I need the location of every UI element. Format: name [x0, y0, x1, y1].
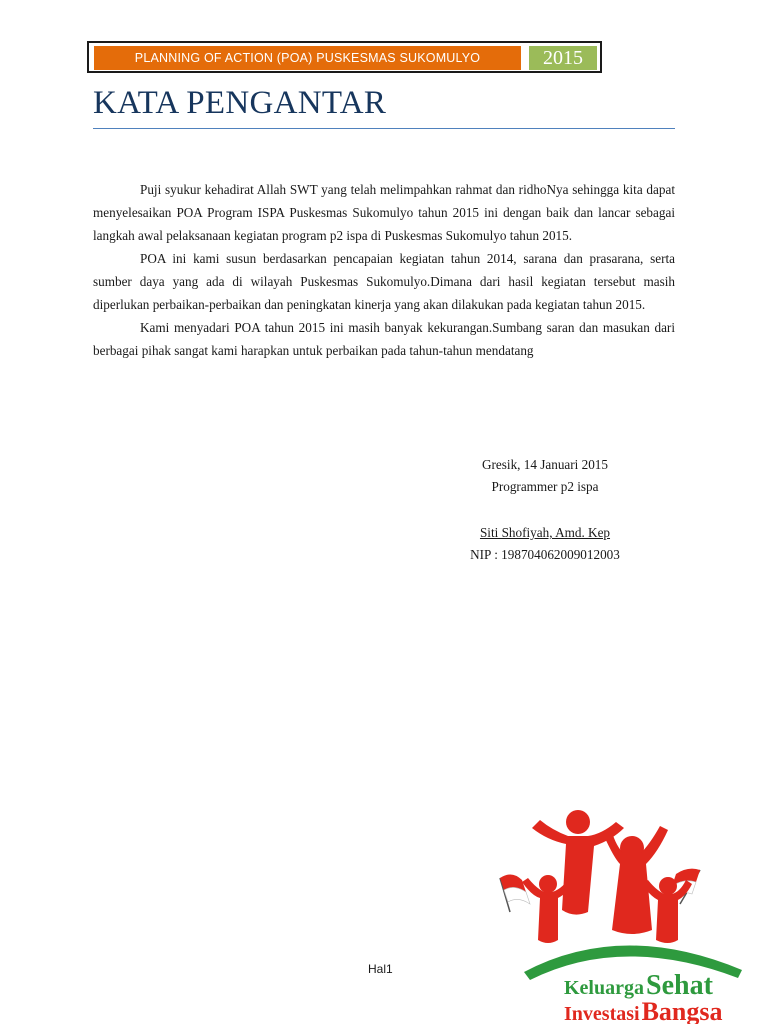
signature-place-date: Gresik, 14 Januari 2015 — [482, 457, 608, 472]
logo-word-sehat: Sehat — [646, 970, 713, 1001]
title-underline — [93, 128, 675, 129]
signature-nip: NIP : 198704062009012003 — [470, 547, 620, 562]
keluarga-sehat-logo — [492, 800, 768, 1024]
paragraph-2: POA ini kami susun berdasarkan pencapaian kegiatan tahun 2014, sarana dan prasarana, serta sumber daya yang ada di wilayah Puskesmas Sukomulyo.Dimana dari hasil kegiatan tersebut masih diperlukan perbaikan-perbaikan dan peningkatan kinerja yang akan dilakukan pada kegiatan tahun 2015. — [93, 251, 675, 312]
document-header — [87, 41, 602, 73]
family-figures-icon — [522, 810, 692, 943]
page-number: Hal1 — [368, 962, 393, 976]
signature-role: Programmer p2 ispa — [491, 479, 599, 494]
header-year: 2015 — [529, 46, 597, 70]
signature-block — [415, 454, 675, 566]
paragraph-1: Puji syukur kehadirat Allah SWT yang telah melimpahkan rahmat dan ridhoNya sehingga kita dapat menyelesaikan POA Program ISPA Puskesmas Sukomulyo tahun 2015 ini dengan baik dan lancar sebagai langkah awal pelaksanaan kegiatan program p2 ispa di Puskesmas Sukomulyo tahun 2015. — [93, 182, 675, 243]
logo-word-bangsa: Bangsa — [641, 997, 723, 1024]
paragraph-3: Kami menyadari POA tahun 2015 ini masih banyak kekurangan.Sumbang saran dan masukan dari berbagai pihak sangat kami harapkan untuk perbaikan pada tahun-tahun mendatang — [93, 320, 675, 358]
logo-word-keluarga: Keluarga — [564, 977, 644, 999]
header-title: PLANNING OF ACTION (POA) PUSKESMAS SUKOMULYO — [94, 46, 521, 70]
signature-name: Siti Shofiyah, Amd. Kep — [479, 525, 611, 540]
logo-text-line2 — [564, 997, 723, 1024]
document-body — [93, 178, 675, 362]
logo-word-investasi: Investasi — [564, 1003, 640, 1024]
page-title: KATA PENGANTAR — [93, 85, 387, 121]
